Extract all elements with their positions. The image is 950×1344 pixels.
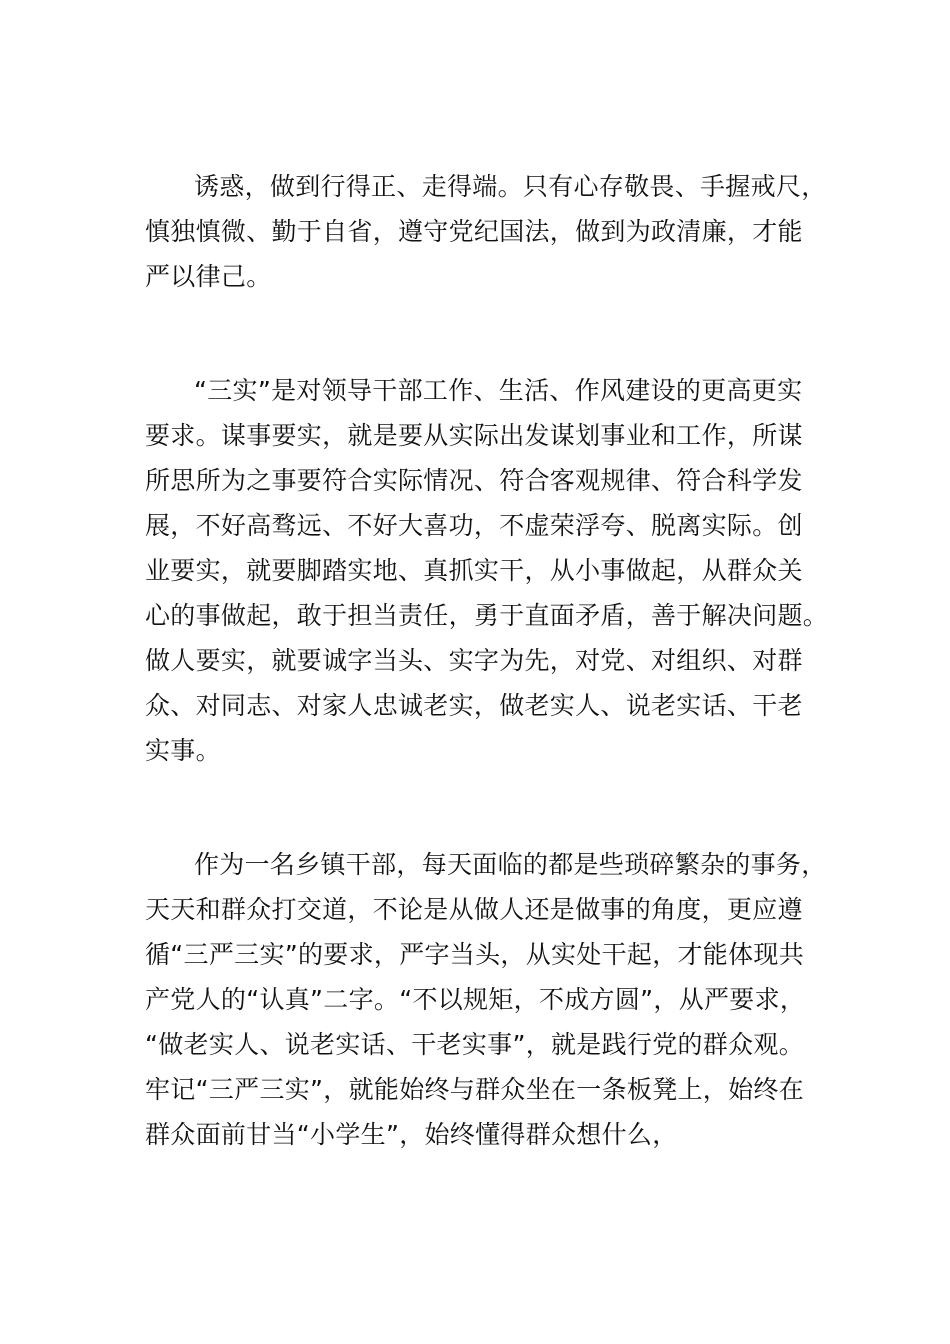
paragraph-line: 业要实，就要脚踏实地、真抓实干，从小事做起，从群众关 [145, 556, 803, 585]
paragraph-line: 产党人的“认真”二字。“不以规矩，不成方圆”，从严要求， [145, 985, 806, 1014]
paragraph-line: 心的事做起，敢于担当责任，勇于直面矛盾，善于解决问题。 [145, 601, 829, 630]
paragraph-line: 群众面前甘当“小学生”，始终懂得群众想什么， [145, 1120, 678, 1149]
paragraph-1 [145, 164, 845, 299]
paragraph-line: 做人要实，就要诚字当头、实字为先，对党、对组织、对群 [145, 646, 803, 675]
paragraph-line: 循“三严三实”的要求，严字当头，从实处干起，才能体现共 [145, 940, 805, 969]
paragraph-line: 严以律己。 [145, 262, 272, 291]
paragraph-line: 慎独慎微、勤于自省，遵守党纪国法，做到为政清廉，才能 [145, 217, 803, 246]
paragraph-line: 牢记“三严三实”，就能始终与群众坐在一条板凳上，始终在 [145, 1075, 805, 1104]
paragraph-line: “做老实人、说老实话、干老实事”，就是践行党的群众观。 [145, 1030, 805, 1059]
paragraph-line: “三实”是对领导干部工作、生活、作风建设的更高更实 [194, 376, 803, 405]
paragraph-line: 众、对同志、对家人忠诚老实，做老实人、说老实话、干老 [145, 691, 803, 720]
paragraph-line: 要求。谋事要实，就是要从实际出发谋划事业和工作，所谋 [145, 421, 803, 450]
paragraph-line: 天天和群众打交道，不论是从做人还是做事的角度，更应遵 [145, 895, 803, 924]
paragraph-line: 作为一名乡镇干部，每天面临的都是些琐碎繁杂的事务， [194, 850, 827, 879]
paragraph-line: 所思所为之事要符合实际情况、符合客观规律、符合科学发 [145, 466, 803, 495]
paragraph-line: 展，不好高骛远、不好大喜功，不虚荣浮夸、脱离实际。创 [145, 511, 803, 540]
paragraph-line: 实事。 [145, 736, 221, 765]
paragraph-2 [145, 368, 845, 773]
paragraph-3 [145, 842, 845, 1157]
paragraph-line: 诱惑，做到行得正、走得端。只有心存敬畏、手握戒尺， [194, 172, 827, 201]
